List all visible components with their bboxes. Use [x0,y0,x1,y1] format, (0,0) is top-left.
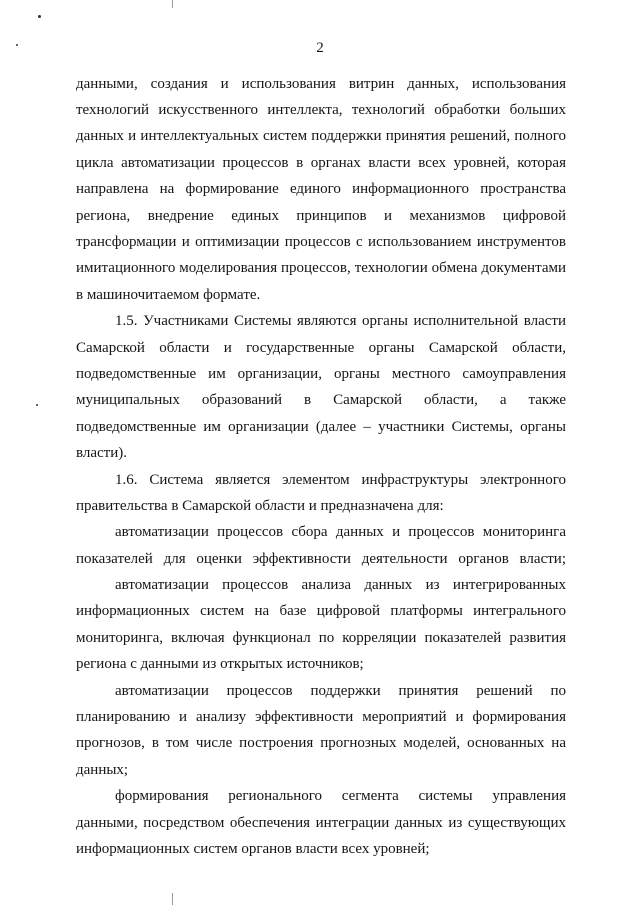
text-line: трансформации и оптимизации процессов с использованием инструментов [76,234,566,250]
text-line: автоматизации процессов поддержки принятия решений по [115,683,566,699]
text-line: информационных систем органов власти всех уровней; [76,841,430,857]
scan-dot [36,404,38,406]
text-line: формирования регионального сегмента системы управления [115,788,566,804]
text-line: региона с данными из открытых источников; [76,656,364,672]
text-line: имитационного моделирования процессов, технологии обмена документами [76,260,566,276]
text-line: технологий искусственного интеллекта, технологий обработки больших [76,102,566,118]
text-line: подведомственные им организации, органы местного самоуправления [76,366,566,382]
scan-fold-line [172,893,173,905]
text-line: правительства в Самарской области и предназначена для: [76,498,444,514]
text-line: в машиночитаемом формате. [76,287,261,303]
page-number: 2 [316,40,324,56]
scan-dot [38,15,41,18]
text-line: информационных систем на базе цифровой платформы интегрального [76,603,566,619]
text-line: 1.5. Участниками Системы являются органы исполнительной власти [115,313,566,329]
text-line: Самарской области и государственные органы Самарской области, [76,340,566,356]
text-line: автоматизации процессов анализа данных из интегрированных [115,577,566,593]
text-line: прогнозов, в том числе построения прогнозных моделей, основанных на [76,735,566,751]
scan-dot [16,44,18,46]
text-line: власти). [76,445,128,461]
text-line: показателей для оценки эффективности деятельности органов власти; [76,551,566,567]
text-line: 1.6. Система является элементом инфраструктуры электронного [115,472,566,488]
scan-fold-line [172,0,173,8]
text-line: мониторинга, включая функционал по корреляции показателей развития [76,630,566,646]
text-line: автоматизации процессов сбора данных и процессов мониторинга [115,524,566,540]
text-line: данными, посредством обеспечения интеграции данных из существующих [76,815,566,831]
text-line: подведомственные им организации (далее – участники Системы, органы [76,419,566,435]
text-line: цикла автоматизации процессов в органах власти всех уровней, которая [76,155,566,171]
text-line: направлена на формирование единого информационного пространства [76,181,566,197]
text-line: данными, создания и использования витрин данных, использования [76,76,566,92]
text-line: планированию и анализу эффективности мероприятий и формирования [76,709,566,725]
text-line: региона, внедрение единых принципов и механизмов цифровой [76,208,566,224]
text-line: данных; [76,762,129,778]
text-line: муниципальных образований в Самарской области, а также [76,392,566,408]
text-line: данных и интеллектуальных систем поддержки принятия решений, полного [76,128,566,144]
